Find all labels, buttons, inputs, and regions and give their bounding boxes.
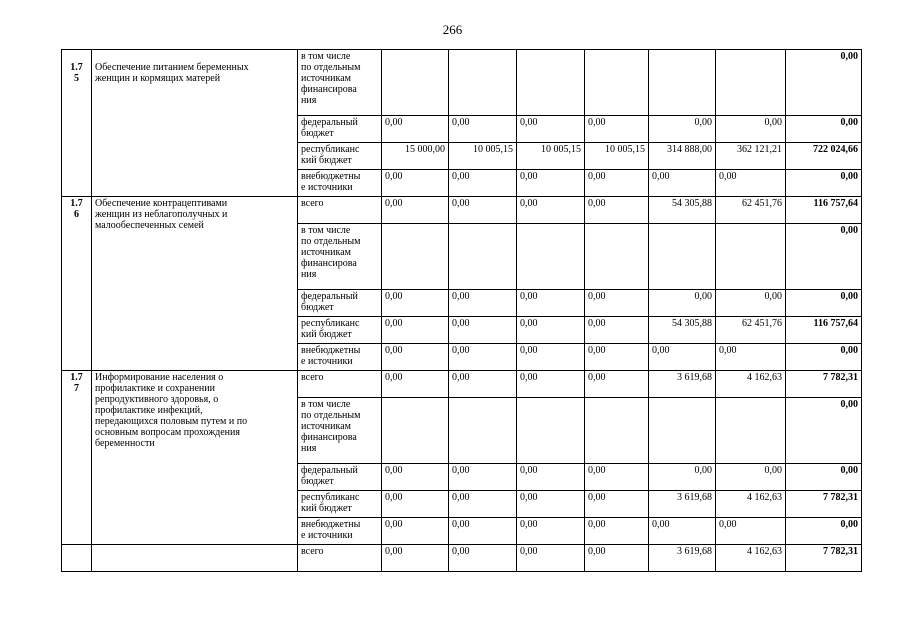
value-cell: 0,00 (517, 464, 585, 491)
funding-source-line: е источники (301, 182, 353, 193)
value-cell: 0,00 (449, 290, 517, 317)
funding-source-line: кий бюджет (301, 503, 352, 514)
value-cell: 0,00 (585, 371, 649, 398)
funding-source (298, 116, 382, 143)
value-cell: 3 619,68 (649, 371, 716, 398)
section-code (62, 197, 92, 371)
section-title (92, 50, 298, 197)
total-cell: 0,00 (786, 518, 862, 545)
value-cell: 0,00 (716, 464, 786, 491)
section-title-line: профилактике и сохранении (95, 383, 215, 394)
value-cell (716, 50, 786, 116)
value-cell: 0,00 (517, 518, 585, 545)
funding-source-line: кий бюджет (301, 329, 352, 340)
value-cell (449, 224, 517, 290)
table-row (62, 545, 862, 572)
value-cell: 0,00 (382, 518, 449, 545)
value-cell: 0,00 (382, 464, 449, 491)
value-cell: 62 451,76 (716, 317, 786, 344)
funding-source-line: республиканс (301, 144, 360, 155)
funding-source-line: е источники (301, 356, 353, 367)
value-cell: 0,00 (716, 290, 786, 317)
section-title (92, 371, 298, 545)
value-cell: 0,00 (449, 344, 517, 371)
value-cell: 4 162,63 (716, 491, 786, 518)
value-cell (585, 398, 649, 464)
funding-source-line: источникам (301, 247, 351, 258)
section-title-line: основным вопросам прохождения (95, 427, 240, 438)
funding-source-line: бюджет (301, 476, 334, 487)
value-cell: 4 162,63 (716, 371, 786, 398)
value-cell: 0,00 (585, 518, 649, 545)
section-title-line (95, 84, 294, 95)
value-cell: 0,00 (449, 491, 517, 518)
value-cell (585, 50, 649, 116)
funding-source-line: финансирова (301, 258, 357, 269)
value-cell: 0,00 (649, 464, 716, 491)
section-code-line (65, 546, 88, 557)
section-code-line: 5 (74, 73, 79, 84)
value-cell: 0,00 (585, 317, 649, 344)
funding-source-line: федеральный (301, 465, 358, 476)
value-cell: 0,00 (449, 116, 517, 143)
funding-source-line: всего (301, 546, 324, 557)
section-title-line: беременности (95, 438, 155, 449)
section-title-line: профилактике инфекций, (95, 405, 203, 416)
value-cell: 0,00 (382, 170, 449, 197)
funding-source (298, 143, 382, 170)
value-cell: 62 451,76 (716, 197, 786, 224)
section-code (62, 371, 92, 545)
value-cell: 0,00 (649, 518, 716, 545)
value-cell: 0,00 (585, 290, 649, 317)
value-cell: 0,00 (517, 344, 585, 371)
funding-source (298, 197, 382, 224)
value-cell: 0,00 (517, 116, 585, 143)
total-cell: 7 782,31 (786, 371, 862, 398)
value-cell (585, 224, 649, 290)
value-cell (716, 224, 786, 290)
value-cell: 0,00 (449, 518, 517, 545)
section-title-line: передающихся половым путем и по (95, 416, 248, 427)
funding-source-line: ния (301, 95, 317, 106)
section-code (62, 50, 92, 197)
value-cell: 0,00 (449, 197, 517, 224)
value-cell: 0,00 (449, 464, 517, 491)
funding-source-line: федеральный (301, 291, 358, 302)
value-cell: 0,00 (585, 545, 649, 572)
total-cell: 0,00 (786, 290, 862, 317)
funding-source (298, 317, 382, 344)
value-cell (517, 50, 585, 116)
value-cell: 0,00 (382, 317, 449, 344)
section-title-line: женщин из неблагополучных и (95, 209, 228, 220)
section-title-line (95, 51, 294, 62)
section-title-line: малообеспеченных семей (95, 220, 204, 231)
funding-source-line: внебюджетны (301, 171, 361, 182)
funding-source-line: источникам (301, 421, 351, 432)
value-cell: 54 305,88 (649, 197, 716, 224)
value-cell: 0,00 (517, 170, 585, 197)
total-cell: 7 782,31 (786, 491, 862, 518)
value-cell: 4 162,63 (716, 545, 786, 572)
section-code-line (65, 51, 88, 62)
total-cell: 0,00 (786, 116, 862, 143)
section-title-line: Обеспечение контрацептивами (95, 198, 228, 209)
section-code (62, 545, 92, 572)
value-cell: 0,00 (382, 371, 449, 398)
value-cell: 0,00 (517, 197, 585, 224)
value-cell: 0,00 (382, 290, 449, 317)
total-cell: 0,00 (786, 50, 862, 116)
value-cell: 10 005,15 (585, 143, 649, 170)
budget-table (61, 49, 862, 572)
section-code-line (65, 84, 88, 95)
value-cell (382, 50, 449, 116)
value-cell (716, 398, 786, 464)
value-cell: 0,00 (649, 290, 716, 317)
table-row (62, 50, 862, 116)
value-cell: 3 619,68 (649, 491, 716, 518)
funding-source-line: источникам (301, 73, 351, 84)
value-cell: 0,00 (585, 170, 649, 197)
total-cell: 0,00 (786, 224, 862, 290)
funding-source-line: бюджет (301, 128, 334, 139)
funding-source (298, 545, 382, 572)
funding-source-line: финансирова (301, 84, 357, 95)
section-title-line: женщин и кормящих матерей (95, 73, 221, 84)
value-cell: 10 005,15 (449, 143, 517, 170)
value-cell: 0,00 (382, 197, 449, 224)
value-cell (382, 224, 449, 290)
section-code-line: 1.7 (70, 62, 83, 73)
value-cell: 0,00 (517, 545, 585, 572)
value-cell: 0,00 (382, 344, 449, 371)
funding-source (298, 170, 382, 197)
total-cell: 7 782,31 (786, 545, 862, 572)
value-cell (382, 398, 449, 464)
value-cell: 15 000,00 (382, 143, 449, 170)
funding-source (298, 518, 382, 545)
funding-source-line: ния (301, 443, 317, 454)
funding-source-line: в том числе (301, 51, 351, 62)
funding-source (298, 290, 382, 317)
value-cell: 0,00 (517, 290, 585, 317)
funding-source-line: по отдельным (301, 236, 361, 247)
total-cell: 116 757,64 (786, 197, 862, 224)
funding-source-line: ния (301, 269, 317, 280)
section-code-line: 1.7 (70, 198, 83, 209)
value-cell: 0,00 (449, 317, 517, 344)
funding-source-line: по отдельным (301, 410, 361, 421)
section-title-line: Обеспечение питанием беременных (95, 62, 249, 73)
value-cell: 3 619,68 (649, 545, 716, 572)
section-title-line: Информирование населения о (95, 372, 224, 383)
value-cell: 0,00 (382, 491, 449, 518)
funding-source-line: внебюджетны (301, 345, 361, 356)
section-code-line: 7 (74, 383, 79, 394)
section-code-line: 6 (74, 209, 79, 220)
section-title-line: репродуктивного здоровья, о (95, 394, 219, 405)
funding-source-line: всего (301, 372, 324, 383)
funding-source-line: внебюджетны (301, 519, 361, 530)
total-cell: 116 757,64 (786, 317, 862, 344)
section-title-line (95, 546, 294, 557)
value-cell: 0,00 (716, 518, 786, 545)
page-number: 266 (442, 22, 463, 37)
value-cell: 0,00 (449, 371, 517, 398)
total-cell: 0,00 (786, 170, 862, 197)
value-cell: 0,00 (517, 371, 585, 398)
value-cell: 0,00 (585, 491, 649, 518)
funding-source (298, 344, 382, 371)
funding-source-line: кий бюджет (301, 155, 352, 166)
value-cell (517, 224, 585, 290)
funding-source (298, 398, 382, 464)
value-cell: 0,00 (449, 170, 517, 197)
value-cell: 0,00 (517, 491, 585, 518)
funding-source-line: республиканс (301, 492, 360, 503)
funding-source (298, 491, 382, 518)
value-cell: 0,00 (716, 344, 786, 371)
value-cell: 54 305,88 (649, 317, 716, 344)
value-cell: 0,00 (585, 116, 649, 143)
value-cell (649, 50, 716, 116)
value-cell: 0,00 (585, 344, 649, 371)
funding-source-line: по отдельным (301, 62, 361, 73)
funding-source (298, 464, 382, 491)
value-cell: 0,00 (517, 317, 585, 344)
total-cell: 0,00 (786, 398, 862, 464)
total-cell: 0,00 (786, 464, 862, 491)
funding-source-line: в том числе (301, 225, 351, 236)
value-cell: 0,00 (449, 545, 517, 572)
value-cell: 0,00 (649, 344, 716, 371)
section-title (92, 197, 298, 371)
value-cell: 0,00 (716, 116, 786, 143)
value-cell: 0,00 (382, 116, 449, 143)
funding-source (298, 224, 382, 290)
funding-source-line: республиканс (301, 318, 360, 329)
funding-source-line: финансирова (301, 432, 357, 443)
value-cell: 314 888,00 (649, 143, 716, 170)
funding-source-line: федеральный (301, 117, 358, 128)
value-cell (649, 398, 716, 464)
funding-source-line: е источники (301, 530, 353, 541)
value-cell (449, 50, 517, 116)
value-cell: 0,00 (649, 116, 716, 143)
funding-source-line: всего (301, 198, 324, 209)
funding-source-line: бюджет (301, 302, 334, 313)
funding-source-line: в том числе (301, 399, 351, 410)
value-cell: 0,00 (649, 170, 716, 197)
value-cell (649, 224, 716, 290)
table-row (62, 371, 862, 398)
value-cell: 10 005,15 (517, 143, 585, 170)
table-row (62, 197, 862, 224)
funding-source (298, 371, 382, 398)
section-code-line: 1.7 (70, 372, 83, 383)
value-cell: 0,00 (382, 545, 449, 572)
value-cell (517, 398, 585, 464)
value-cell: 0,00 (585, 197, 649, 224)
value-cell: 0,00 (716, 170, 786, 197)
total-cell: 0,00 (786, 344, 862, 371)
total-cell: 722 024,66 (786, 143, 862, 170)
value-cell (449, 398, 517, 464)
section-title (92, 545, 298, 572)
value-cell: 362 121,21 (716, 143, 786, 170)
value-cell: 0,00 (585, 464, 649, 491)
funding-source (298, 50, 382, 116)
